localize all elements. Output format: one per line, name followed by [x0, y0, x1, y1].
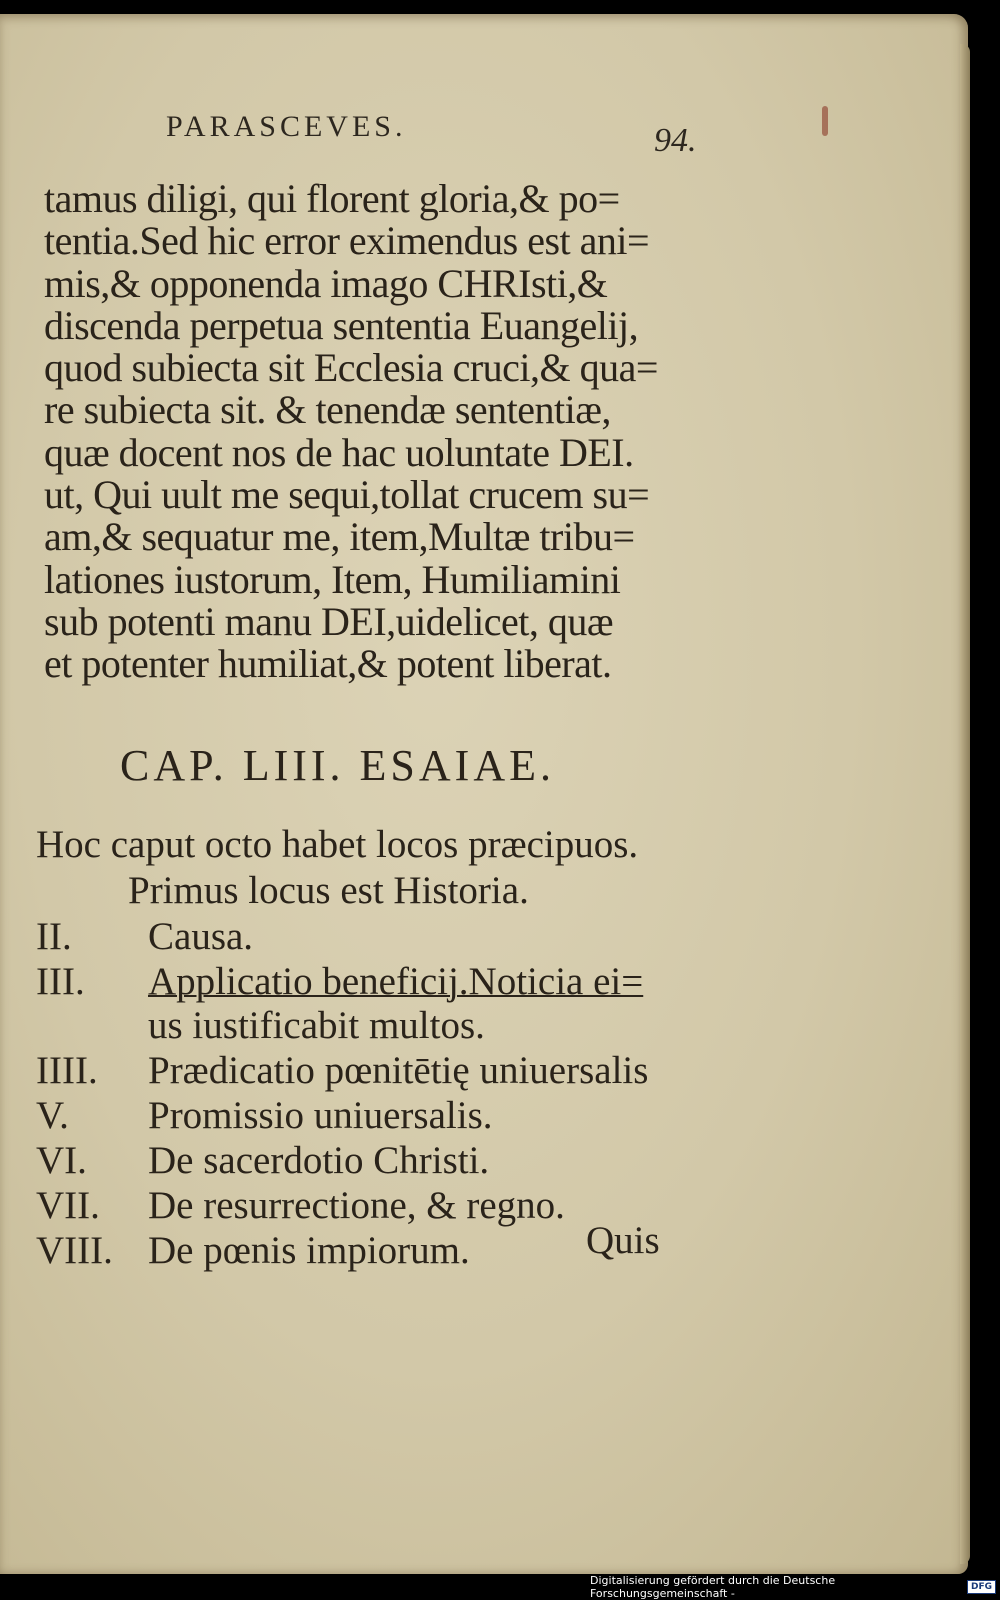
item-number: VIII.	[36, 1229, 113, 1272]
item-text: Causa.	[148, 915, 254, 958]
item-number: VII.	[36, 1184, 100, 1227]
outline-item	[36, 914, 716, 959]
running-head: PARASCEVES.	[166, 110, 407, 143]
text-line: re subiecta sit. & tenendæ sententiæ,	[44, 387, 611, 433]
text-line: sub potenti manu DEI,uidelicet, quæ	[44, 598, 614, 644]
text-line: tamus diligi, qui florent gloria,& po=	[44, 176, 620, 221]
item-number: V.	[36, 1094, 69, 1137]
text-line: tentia.Sed hic error eximendus est ani=	[44, 218, 650, 264]
item-text: De resurrectione, & regno.	[148, 1184, 565, 1227]
catchword: Quis	[586, 1219, 660, 1262]
outline-item-1: Primus locus est Historia.	[128, 869, 529, 912]
text-line: quæ docent nos de hac uoluntate DEI.	[44, 429, 634, 475]
text-line: am,& sequatur me, item,Multæ tribu=	[44, 514, 635, 560]
dfg-logo-icon: DFG	[967, 1580, 996, 1594]
text-line: lationes iustorum, Item, Humiliamini	[44, 556, 621, 602]
item-number: IIII.	[36, 1049, 98, 1092]
outline-intro: Hoc caput octo habet locos præcipuos.	[36, 823, 639, 866]
outline-list	[36, 822, 716, 1273]
page-number: 94.	[654, 122, 697, 159]
item-continuation: us iustificabit multos.	[148, 1004, 485, 1047]
item-text: Promissio uniuersalis.	[148, 1094, 493, 1137]
text-line: quod subiecta sit Ecclesia cruci,& qua=	[44, 345, 658, 391]
digitization-credit	[590, 1574, 1000, 1600]
item-number: II.	[36, 915, 72, 958]
item-text: Applicatio beneficij.Noticia ei=	[148, 960, 644, 1003]
text-line: mis,& opponenda imago CHRIsti,&	[44, 260, 608, 306]
body-text	[44, 178, 704, 686]
item-number: VI.	[36, 1139, 87, 1182]
item-text: De pœnis impiorum.	[148, 1229, 470, 1272]
credit-text: Digitalisierung gefördert durch die Deutsche Forschungsgemeinschaft -	[590, 1574, 836, 1600]
text-line: discenda perpetua sententia Euangelij,	[44, 302, 639, 348]
outline-item	[36, 959, 716, 1004]
outline-item	[36, 1138, 716, 1183]
text-line: et potenter humiliat,& potent liberat.	[44, 641, 612, 687]
text-line: ut, Qui uult me sequi,tollat crucem su=	[44, 472, 650, 518]
outline-item	[36, 1048, 716, 1093]
book-page	[0, 14, 968, 1574]
item-text: De sacerdotio Christi.	[148, 1139, 490, 1182]
page-text	[0, 14, 968, 1574]
chapter-heading: CAP. LIII. ESAIAE.	[120, 741, 555, 790]
item-text: Prædicatio pœnitētię uniuersalis	[148, 1049, 649, 1092]
item-number: III.	[36, 960, 85, 1003]
outline-item	[36, 1093, 716, 1138]
